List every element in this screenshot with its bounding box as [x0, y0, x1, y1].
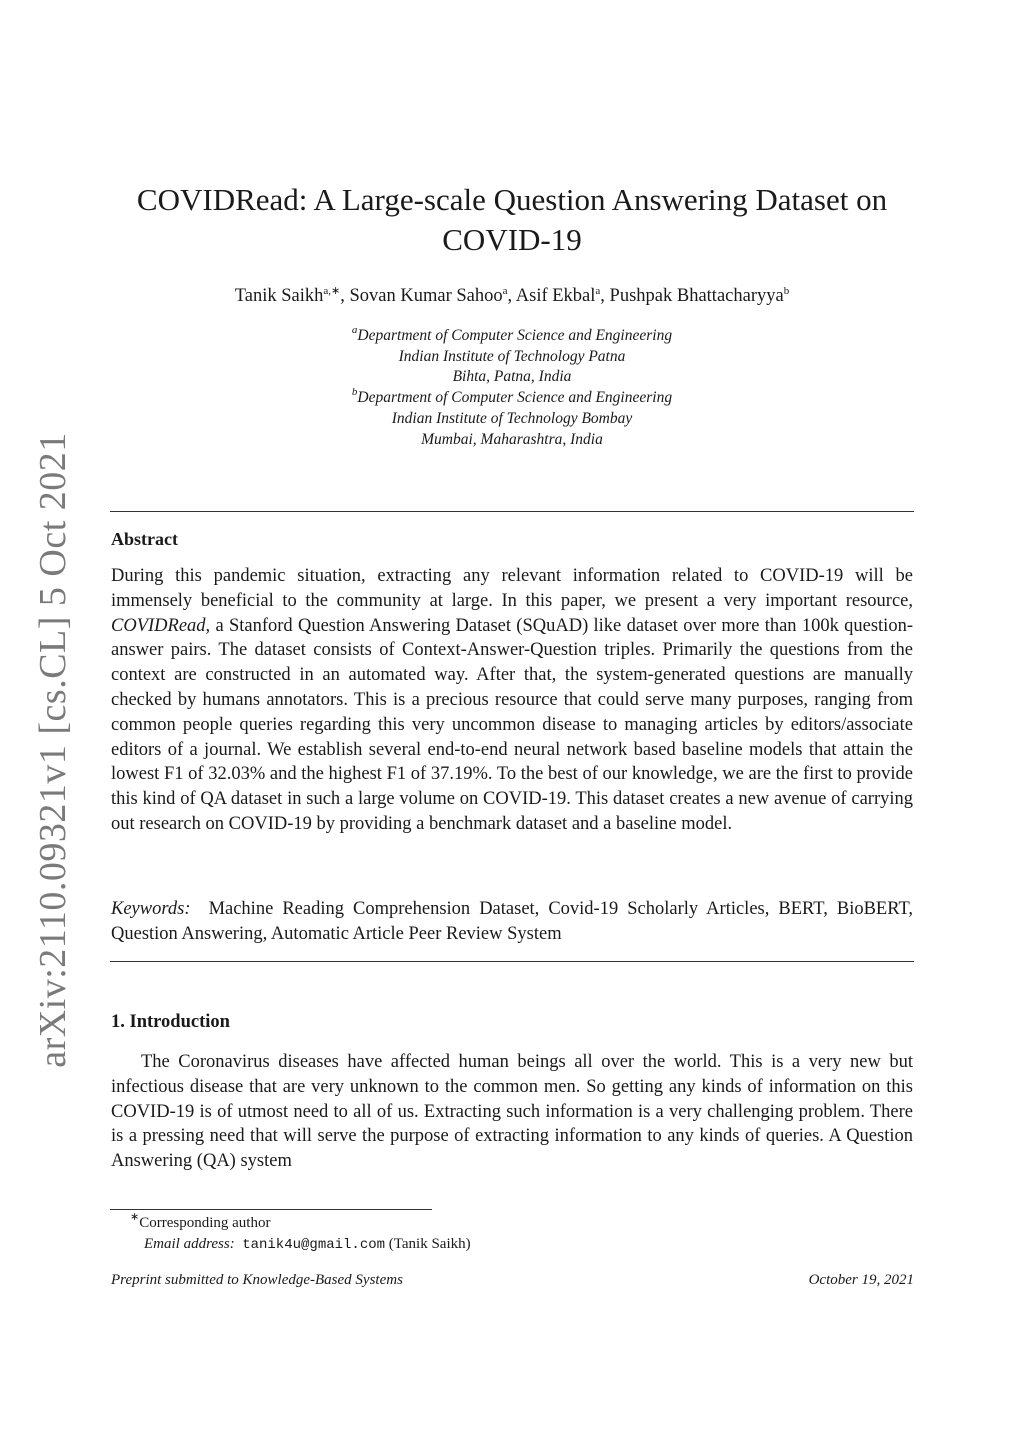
arxiv-identifier: arXiv:2110.09321v1 [cs.CL] 5 Oct 2021 — [32, 432, 74, 1068]
paper-title: COVIDRead: A Large-scale Question Answering Dataset on COVID-19 — [136, 182, 888, 257]
preprint-note: Preprint submitted to Knowledge-Based Systems — [111, 1272, 403, 1288]
author-list: Tanik Saikh$^{a,∗}$, Sovan Kumar Sahoo$^a$, Asif Ekbal$^a$, Pushpak Bhattacharyya$^b$ — [234, 285, 790, 306]
affiliation-mark: a — [351, 324, 358, 336]
affiliation-line: $^a$Department of Computer Science and Engineering — [351, 324, 673, 344]
footnote-rule — [110, 1209, 432, 1210]
author-affiliation-mark: a,∗ — [323, 285, 341, 297]
author-name: Asif Ekbal — [515, 286, 596, 306]
affiliation-line: Bihta, Patna, India — [452, 368, 572, 386]
footnote-corresponding: ∗Corresponding author — [130, 1211, 271, 1231]
abstract-top-rule — [110, 511, 914, 512]
abstract-bottom-rule — [110, 961, 914, 962]
affiliation-mark: b — [351, 386, 358, 399]
author-affiliation-mark: a — [502, 285, 508, 297]
affiliation-line: $^b$Department of Computer Science and Engineering — [351, 386, 673, 407]
introduction-paragraph: The Coronavirus diseases have affected human beings all over the world. This is a very new but infectious disease that are very unknown to the common men. So getting any kinds of information on this COVID-19 is of utmost need to all of us. Extracting such information is a very challenging problem. There is a pressing need that will serve the purpose of extracting information to any kinds of queries. A Question Answering (QA) system — [111, 1052, 913, 1172]
abstract-heading: Abstract — [111, 529, 178, 549]
author-name: Tanik Saikh — [234, 286, 324, 306]
section-heading-introduction: 1. Introduction — [111, 1012, 230, 1032]
keywords — [111, 897, 913, 947]
affiliation-line: Indian Institute of Technology Patna — [398, 347, 626, 365]
dataset-name: COVIDRead — [111, 615, 206, 636]
keywords-list: Machine Reading Comprehension Dataset, Covid-19 Scholarly Articles, BERT, BioBERT, Question Answering, Automatic Article Peer Review System — [111, 899, 914, 944]
author-affiliation-mark: b — [783, 285, 790, 297]
email-link[interactable]: tanik4u@gmail.com — [242, 1237, 386, 1253]
footnote — [130, 1213, 471, 1256]
author-name: Sovan Kumar Sahoo — [349, 286, 503, 306]
footnote-email: Email address: tanik4u@gmail.com (Tanik Saikh) — [144, 1236, 471, 1253]
affiliations — [112, 326, 912, 450]
preprint-date: October 19, 2021 — [808, 1272, 914, 1288]
affiliation-line: Mumbai, Maharashtra, India — [421, 430, 603, 448]
author-affiliation-mark: a — [595, 285, 601, 297]
keywords-label: Keywords: — [111, 899, 191, 919]
abstract-body: During this pandemic situation, extracting any relevant information related to COVID-19 will be immensely beneficial to the community at large. In this paper, we present a very important resource, COVIDRead, a Stanford Question Answering Dataset (SQuAD) like dataset over more than 100k question-answer pairs. The dataset consists of Context-Answer-Question triples. Primarily the questions from the context are constructed in an automated way. After that, the system-generated questions are manually checked by humans annotators. This is a precious resource that could serve many purposes, ranging from common people queries regarding this very uncommon disease to managing articles by editors/associate editors of a journal. We establish several end-to-end neural network based baseline models that attain the lowest F1 of 32.03% and the highest F1 of 37.19%. To the best of our knowledge, we are the first to provide this kind of QA dataset in such a large volume on COVID-19. This dataset creates a new avenue of carrying out research on COVID-19 by providing a benchmark dataset and a baseline model. — [111, 566, 913, 834]
author-name: Pushpak Bhattacharyya — [609, 286, 784, 306]
affiliation-line: Indian Institute of Technology Bombay — [391, 409, 633, 427]
